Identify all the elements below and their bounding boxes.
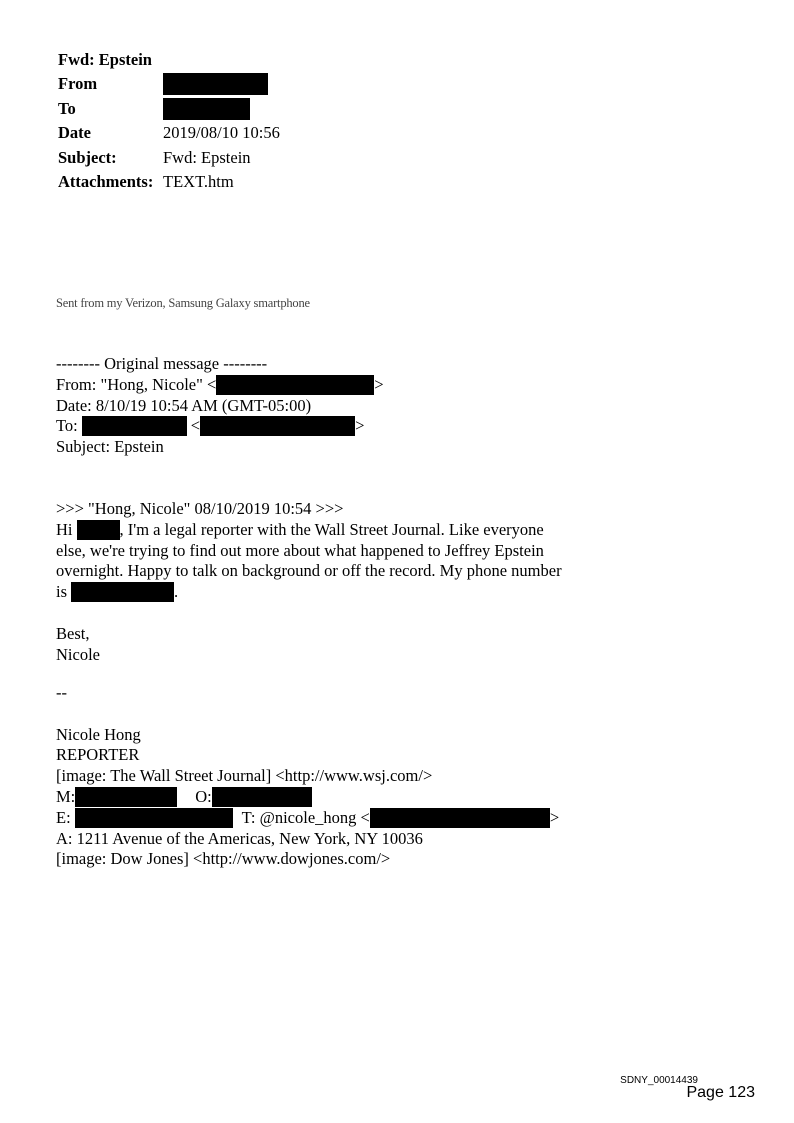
original-to-close: > (355, 416, 365, 436)
redacted-recipient-email (200, 416, 355, 436)
redacted-to (163, 98, 250, 120)
to-label: To (58, 98, 76, 118)
message-line-4 (56, 582, 562, 603)
message-line-2: else, we're trying to find out more about what happened to Jeffrey Epstein (56, 540, 544, 560)
attachments-row (58, 170, 280, 195)
address-line: A: 1211 Avenue of the Americas, New York, NY 10036 (56, 828, 423, 848)
date-label: Date (58, 123, 91, 142)
original-from-prefix: From: "Hong, Nicole" < (56, 374, 217, 394)
dowjones-image-link[interactable]: [image: Dow Jones] <http://www.dowjones.com/> (56, 849, 391, 869)
email-label: E: (56, 807, 71, 827)
sent-from-note: Sent from my Verizon, Samsung Galaxy smartphone (56, 296, 310, 310)
email-title: Fwd: Epstein (58, 50, 152, 69)
message-body (56, 499, 562, 665)
greeting-hi: Hi (56, 519, 73, 539)
redacted-office (212, 787, 312, 807)
subject-value: Fwd: Epstein (163, 147, 251, 167)
redacted-recipient-name (82, 416, 187, 436)
to-row (58, 97, 280, 122)
mobile-label: M: (56, 786, 76, 806)
redacted-email (75, 808, 233, 828)
original-to-open: < (190, 416, 201, 436)
wsj-image-link[interactable]: [image: The Wall Street Journal] <http://www.wsj.com/> (56, 766, 433, 786)
email-twitter-line (56, 808, 559, 829)
attachments-label: Attachments: (58, 172, 154, 191)
phone-line (56, 787, 559, 808)
original-divider: -------- Original message -------- (56, 354, 268, 373)
message-line-3: overnight. Happy to talk on background or off the record. My phone number (56, 561, 562, 581)
date-value: 2019/08/10 10:56 (163, 123, 280, 142)
message-line-1 (56, 520, 562, 541)
office-label: O: (195, 786, 212, 806)
attachments-value: TEXT.htm (163, 172, 234, 191)
message-is: is (56, 582, 68, 602)
message-period: . (174, 582, 179, 602)
quote-header: >>> "Hong, Nicole" 08/10/2019 10:54 >>> (56, 499, 344, 518)
sign-off-name: Nicole (56, 644, 100, 664)
from-row (58, 72, 280, 97)
date-row (58, 121, 280, 146)
email-header (58, 48, 280, 195)
subject-row (58, 146, 280, 171)
original-to-line (56, 416, 384, 437)
subject-label: Subject: (58, 147, 117, 167)
redacted-phone-number (71, 582, 174, 602)
redacted-greeting-name (77, 520, 120, 540)
redacted-mobile (75, 787, 177, 807)
original-to-label: To: (56, 416, 78, 436)
original-date-line: Date: 8/10/19 10:54 AM (GMT-05:00) (56, 395, 312, 415)
redacted-twitter-url (370, 808, 550, 828)
original-message-header (56, 354, 384, 458)
signature-block (56, 683, 559, 870)
redacted-sender-email (216, 375, 374, 395)
original-from-line (56, 375, 384, 396)
original-from-close: > (374, 374, 384, 394)
page-number: Page 123 (686, 1084, 755, 1101)
original-subject-line: Subject: Epstein (56, 437, 164, 457)
twitter-handle: T: @nicole_hong < (241, 807, 370, 827)
bates-number: SDNY_00014439 (620, 1075, 698, 1086)
sign-off: Best, (56, 623, 90, 643)
from-label: From (58, 74, 98, 93)
twitter-close: > (549, 807, 560, 827)
redacted-from (163, 73, 268, 95)
signature-role: REPORTER (56, 745, 140, 765)
signature-name: Nicole Hong (56, 724, 141, 744)
message-line-1-rest: , I'm a legal reporter with the Wall Street Journal. Like everyone (119, 519, 544, 539)
signature-dashes: -- (56, 683, 67, 702)
